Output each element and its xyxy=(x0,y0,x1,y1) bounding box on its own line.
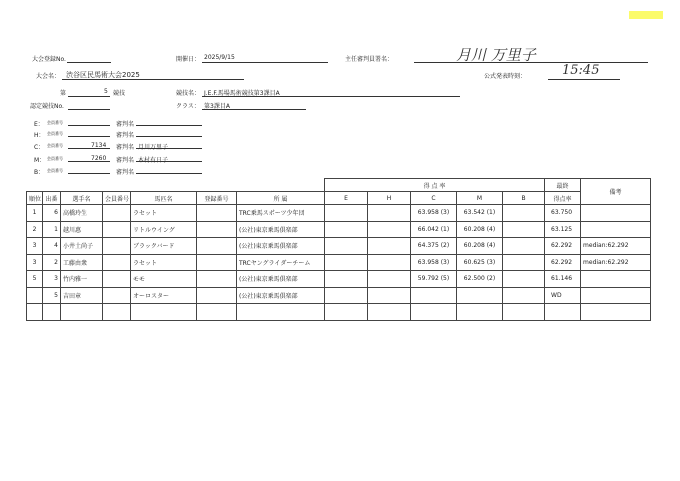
judge-name-label: 審判名 xyxy=(116,121,135,128)
cell-e xyxy=(325,254,368,271)
col-affiliation: 所 属 xyxy=(237,192,325,205)
cell-m xyxy=(457,254,503,271)
cell-rider xyxy=(61,304,103,321)
cell-rider-member xyxy=(103,304,131,321)
cell-affiliation: (公社)東京乗馬倶楽部 xyxy=(237,287,325,304)
cell-h xyxy=(368,205,411,222)
cell-rider: 越川惠 xyxy=(61,221,103,238)
cell-b xyxy=(503,271,545,288)
event-no-line xyxy=(67,62,111,63)
col-m: M xyxy=(457,192,503,205)
class-label: クラス： xyxy=(176,103,200,110)
cell-horse-reg xyxy=(197,221,237,238)
cell-c xyxy=(411,304,457,321)
m-score: 60.208 xyxy=(463,225,485,233)
cell-h xyxy=(368,304,411,321)
cell-c xyxy=(411,271,457,288)
col-e: E xyxy=(325,192,368,205)
cell-c xyxy=(411,238,457,255)
member-no-label: 会員番号 xyxy=(47,143,63,148)
judge-name-label: 審判名 xyxy=(116,144,135,151)
cell-order: 4 xyxy=(43,238,61,255)
judge-position: E： xyxy=(34,121,44,128)
judge-position: H： xyxy=(34,132,45,139)
col-h: H xyxy=(368,192,411,205)
c-score: 64.375 xyxy=(417,242,439,250)
cell-final: 62.292 xyxy=(545,254,581,271)
event-name-value: 渋谷区民馬術大会2025 xyxy=(66,71,140,79)
cell-m xyxy=(457,304,503,321)
cell-c xyxy=(411,221,457,238)
member-no-line xyxy=(68,125,110,126)
cell-final: WD xyxy=(545,287,581,304)
header-blank xyxy=(27,179,325,192)
cell-order: 2 xyxy=(43,254,61,271)
cell-horse: ラセット xyxy=(131,205,197,222)
cell-rider: 工藤由衆 xyxy=(61,254,103,271)
cell-affiliation: (公社)東京乗馬倶楽部 xyxy=(237,271,325,288)
cell-remarks xyxy=(581,271,651,288)
date-label: 開催日： xyxy=(176,56,201,63)
cell-e xyxy=(325,287,368,304)
class-line xyxy=(202,109,306,110)
col-final-score: 得点率 xyxy=(545,192,581,205)
c-rank: (1) xyxy=(440,225,450,233)
cell-order: 6 xyxy=(43,205,61,222)
results-table xyxy=(26,178,651,321)
cell-remarks xyxy=(581,287,651,304)
judge-name-label: 審判名 xyxy=(116,157,135,164)
cell-rider: 竹内雅一 xyxy=(61,271,103,288)
judge-name-line xyxy=(136,148,202,149)
competition-name-label: 競技名： xyxy=(176,90,201,97)
cell-remarks xyxy=(581,221,651,238)
cell-horse: オーロスター xyxy=(131,287,197,304)
cell-horse-reg xyxy=(197,271,237,288)
cell-b xyxy=(503,304,545,321)
m-rank: (2) xyxy=(486,275,496,283)
cell-final: 62.292 xyxy=(545,238,581,255)
table-row xyxy=(27,271,651,288)
table-row xyxy=(27,304,651,321)
cell-remarks xyxy=(581,304,651,321)
cell-rider-member xyxy=(103,271,131,288)
cell-affiliation: (公社)東京乗馬倶楽部 xyxy=(237,238,325,255)
cell-rank: 2 xyxy=(27,221,43,238)
cell-affiliation: TRCヤングライダーチーム xyxy=(237,254,325,271)
competition-name-value: J.E.F.馬場馬術競技第3課目A xyxy=(204,90,280,97)
cell-h xyxy=(368,287,411,304)
judge-position: C： xyxy=(34,144,45,151)
cell-e xyxy=(325,221,368,238)
cell-rider-member xyxy=(103,287,131,304)
cell-rank: 5 xyxy=(27,271,43,288)
event-name-line xyxy=(62,79,244,80)
date-line xyxy=(202,62,328,63)
cell-horse: ブラックバード xyxy=(131,238,197,255)
cell-rank: 3 xyxy=(27,238,43,255)
m-rank: (4) xyxy=(486,242,496,250)
cell-c xyxy=(411,254,457,271)
judge-position: B： xyxy=(34,169,45,176)
c-score: 59.792 xyxy=(417,275,439,283)
cell-rider-member xyxy=(103,254,131,271)
cell-horse-reg xyxy=(197,287,237,304)
cell-affiliation xyxy=(237,304,325,321)
judge-name-value: 月川万里子 xyxy=(138,144,169,151)
cell-e xyxy=(325,238,368,255)
cell-rider: 小井土尚子 xyxy=(61,238,103,255)
cell-b xyxy=(503,221,545,238)
cell-b xyxy=(503,287,545,304)
cell-m xyxy=(457,205,503,222)
c-score: 63.958 xyxy=(417,258,439,266)
cell-order: 5 xyxy=(43,287,61,304)
m-rank: (4) xyxy=(486,225,496,233)
competition-name-line xyxy=(202,96,460,97)
competition-no-value: 5 xyxy=(104,88,108,95)
certified-no-line xyxy=(68,109,110,110)
m-score: 60.625 xyxy=(463,258,485,266)
table-row xyxy=(27,205,651,222)
judge-position: M： xyxy=(34,157,46,164)
highlight-mark xyxy=(629,11,663,19)
cell-h xyxy=(368,221,411,238)
judge-name-value: 木村有日子 xyxy=(138,157,169,164)
col-order: 出番 xyxy=(43,192,61,205)
member-no-line xyxy=(68,136,110,137)
cell-remarks xyxy=(581,205,651,222)
cell-order: 3 xyxy=(43,271,61,288)
m-rank: (3) xyxy=(486,258,496,266)
date-value: 2025/9/15 xyxy=(204,54,235,61)
cell-horse-reg xyxy=(197,205,237,222)
competition-no-suffix: 競技 xyxy=(113,90,126,97)
cell-affiliation: TRC乗馬スポーツ少年団 xyxy=(237,205,325,222)
c-rank: (5) xyxy=(440,275,450,283)
cell-m xyxy=(457,238,503,255)
cell-rider-member xyxy=(103,205,131,222)
chief-judge-signature: 月川 万里子 xyxy=(456,46,536,64)
cell-h xyxy=(368,271,411,288)
cell-e xyxy=(325,304,368,321)
cell-rank: 1 xyxy=(27,205,43,222)
cell-b xyxy=(503,254,545,271)
col-rider: 選手名 xyxy=(61,192,103,205)
final-group-header: 最終 xyxy=(545,179,581,192)
announce-time-line xyxy=(548,79,620,80)
cell-rank xyxy=(27,287,43,304)
chief-judge-line xyxy=(414,62,648,63)
cell-rider: 吉田章 xyxy=(61,287,103,304)
table-row xyxy=(27,238,651,255)
cell-m xyxy=(457,287,503,304)
col-c: C xyxy=(411,192,457,205)
cell-order: 1 xyxy=(43,221,61,238)
m-score: 60.208 xyxy=(463,242,485,250)
table-header-row xyxy=(27,192,651,205)
cell-m xyxy=(457,271,503,288)
cell-h xyxy=(368,238,411,255)
announce-time-label: 公式発表時刻： xyxy=(484,73,527,80)
judge-name-line xyxy=(136,173,202,174)
m-score: 63.542 xyxy=(463,209,485,217)
cell-rank xyxy=(27,304,43,321)
table-row xyxy=(27,287,651,304)
col-b: B xyxy=(503,192,545,205)
event-no-label: 大会登録No. xyxy=(32,56,66,63)
member-no-line xyxy=(68,173,110,174)
cell-e xyxy=(325,205,368,222)
col-rank: 順位 xyxy=(27,192,43,205)
member-no-value: 7134 xyxy=(91,142,107,149)
judge-name-line xyxy=(136,136,202,137)
member-no-line xyxy=(68,148,110,149)
judge-name-line xyxy=(136,161,202,162)
cell-final xyxy=(545,304,581,321)
cell-h xyxy=(368,254,411,271)
cell-horse xyxy=(131,304,197,321)
class-value: 第3課目A xyxy=(204,103,230,110)
member-no-label: 会員番号 xyxy=(47,131,63,136)
col-horse: 馬匹名 xyxy=(131,192,197,205)
c-rank: (3) xyxy=(440,258,450,266)
event-name-label: 大会名： xyxy=(36,73,61,80)
chief-judge-label: 主任審判員署名： xyxy=(345,56,394,63)
competition-no-prefix: 第 xyxy=(60,90,67,97)
c-rank: (2) xyxy=(440,242,450,250)
cell-affiliation: (公社)東京乗馬倶楽部 xyxy=(237,221,325,238)
cell-remarks: median:62.292 xyxy=(581,254,651,271)
c-score: 63.958 xyxy=(417,209,439,217)
remarks-header: 備考 xyxy=(581,179,651,205)
cell-b xyxy=(503,238,545,255)
col-rider-member: 会員番号 xyxy=(103,192,131,205)
table-row xyxy=(27,221,651,238)
announce-time-value: 15:45 xyxy=(562,63,600,78)
cell-c xyxy=(411,205,457,222)
table-row xyxy=(27,254,651,271)
cell-final: 63.750 xyxy=(545,205,581,222)
cell-rank: 3 xyxy=(27,254,43,271)
c-score: 66.042 xyxy=(417,225,439,233)
cell-order xyxy=(43,304,61,321)
cell-e xyxy=(325,271,368,288)
cell-c xyxy=(411,287,457,304)
table-header-group-row xyxy=(27,179,651,192)
cell-horse-reg xyxy=(197,238,237,255)
c-rank: (3) xyxy=(440,209,450,217)
m-score: 62.500 xyxy=(463,275,485,283)
cell-final: 61.146 xyxy=(545,271,581,288)
judge-name-label: 審判名 xyxy=(116,132,135,139)
cell-rider-member xyxy=(103,221,131,238)
member-no-value: 7260 xyxy=(91,155,107,162)
cell-horse: リトルウイング xyxy=(131,221,197,238)
cell-m xyxy=(457,221,503,238)
member-no-label: 会員番号 xyxy=(47,156,63,161)
cell-final: 63.125 xyxy=(545,221,581,238)
member-no-label: 会員番号 xyxy=(47,120,63,125)
score-group-header: 得 点 率 xyxy=(325,179,545,192)
cell-horse-reg xyxy=(197,254,237,271)
cell-horse: ラセット xyxy=(131,254,197,271)
col-horse-reg: 登録番号 xyxy=(197,192,237,205)
cell-horse: モモ xyxy=(131,271,197,288)
competition-no-line xyxy=(68,96,110,97)
cell-b xyxy=(503,205,545,222)
cell-rider-member xyxy=(103,238,131,255)
judge-name-label: 審判名 xyxy=(116,169,135,176)
member-no-line xyxy=(68,161,110,162)
certified-no-label: 認定競技No. xyxy=(30,103,64,110)
cell-rider: 高橋玲生 xyxy=(61,205,103,222)
member-no-label: 会員番号 xyxy=(47,168,63,173)
cell-horse-reg xyxy=(197,304,237,321)
judge-name-line xyxy=(136,125,202,126)
cell-remarks: median:62.292 xyxy=(581,238,651,255)
m-rank: (1) xyxy=(486,209,496,217)
